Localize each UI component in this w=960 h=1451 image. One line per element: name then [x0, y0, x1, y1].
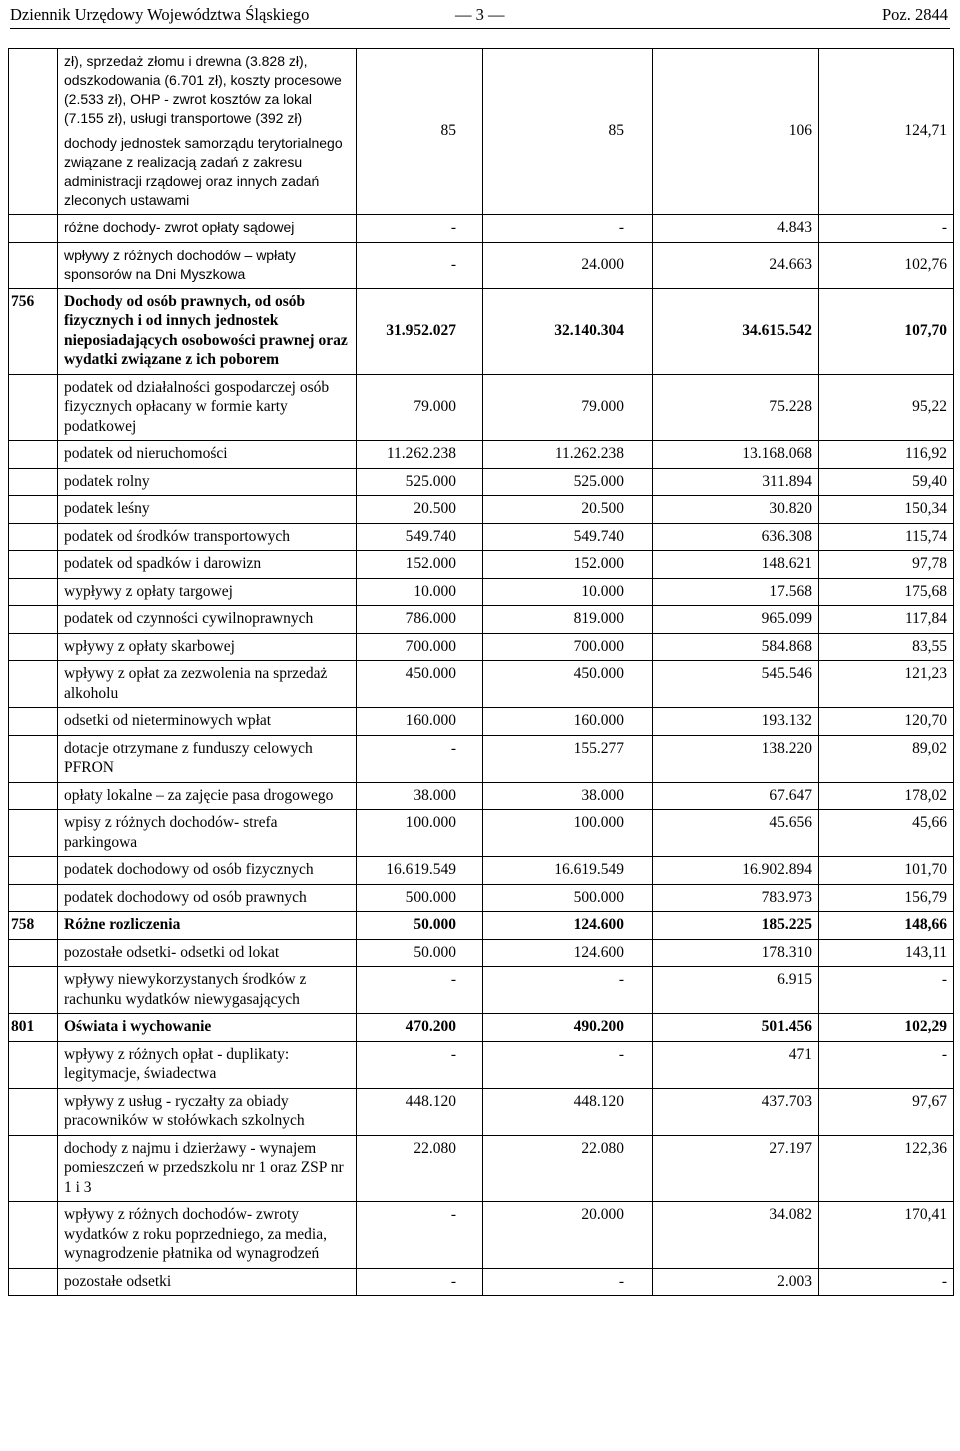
- section-code: [9, 708, 58, 736]
- description-text: odsetki od nieterminowych wpłat: [64, 712, 272, 729]
- row-description: [58, 1014, 357, 1042]
- executed-value: 636.308: [653, 523, 819, 551]
- table-row: [9, 523, 954, 551]
- description-text: Oświata i wychowanie: [64, 1018, 212, 1035]
- revised-value: 16.619.549: [483, 857, 653, 885]
- section-code: [9, 49, 58, 215]
- row-description: [58, 912, 357, 940]
- percent-value: 102,29: [819, 1014, 954, 1042]
- planned-value: -: [357, 735, 483, 782]
- revised-value: 11.262.238: [483, 441, 653, 469]
- executed-value: 45.656: [653, 810, 819, 857]
- percent-value: 45,66: [819, 810, 954, 857]
- description-text: wypływy z opłaty targowej: [64, 582, 233, 600]
- percent-value: 116,92: [819, 441, 954, 469]
- row-description: [58, 633, 357, 661]
- percent-value: 83,55: [819, 633, 954, 661]
- revised-value: 24.000: [483, 242, 653, 288]
- section-code: [9, 578, 58, 606]
- table-row: [9, 215, 954, 243]
- section-row: [9, 288, 954, 374]
- row-description: [58, 551, 357, 579]
- section-code: [9, 374, 58, 441]
- executed-value: 16.902.894: [653, 857, 819, 885]
- executed-value: 783.973: [653, 884, 819, 912]
- row-description: [58, 49, 357, 215]
- description-text: wpływy z opłaty skarbowej: [64, 637, 235, 655]
- row-description: [58, 939, 357, 967]
- planned-value: 22.080: [357, 1135, 483, 1202]
- description-text: podatek od działalności gospodarczej osób fizycznych opłacany w formie karty podatkowej: [64, 378, 330, 435]
- description-text: opłaty lokalne – za zajęcie pasa drogowego: [64, 786, 334, 804]
- revised-value: -: [483, 967, 653, 1014]
- table-row: [9, 857, 954, 885]
- planned-value: -: [357, 1202, 483, 1269]
- executed-value: 106: [653, 49, 819, 215]
- description-text: wpływy z różnych dochodów- zwroty wydatków z roku poprzedniego, za media, wynagrodzenie płatnika od wynagrodzeń: [64, 1206, 327, 1262]
- executed-value: 584.868: [653, 633, 819, 661]
- table-row: [9, 735, 954, 782]
- revised-value: 450.000: [483, 661, 653, 708]
- row-description: [58, 1135, 357, 1202]
- executed-value: 437.703: [653, 1088, 819, 1135]
- executed-value: 34.082: [653, 1202, 819, 1269]
- row-description: [58, 374, 357, 441]
- revised-value: 155.277: [483, 735, 653, 782]
- percent-value: 148,66: [819, 912, 954, 940]
- revised-value: 525.000: [483, 468, 653, 496]
- planned-value: 500.000: [357, 884, 483, 912]
- revised-value: 79.000: [483, 374, 653, 441]
- row-description: [58, 468, 357, 496]
- row-description: [58, 441, 357, 469]
- description-text: podatek dochodowy od osób prawnych: [64, 888, 307, 906]
- table-row: [9, 810, 954, 857]
- budget-table-body: [9, 49, 954, 1296]
- table-row: [9, 1202, 954, 1269]
- section-code: [9, 215, 58, 243]
- description-text: wpływy z usług - ryczałty za obiady pracowników w stołówkach szkolnych: [64, 1092, 305, 1129]
- description-text: Różne rozliczenia: [64, 916, 181, 933]
- section-code: 801: [9, 1014, 58, 1042]
- table-row: [9, 496, 954, 524]
- section-code: [9, 242, 58, 288]
- row-description: [58, 1088, 357, 1135]
- executed-value: 13.168.068: [653, 441, 819, 469]
- publication-title: Dziennik Urzędowy Województwa Śląskiego: [10, 5, 310, 24]
- percent-value: -: [819, 967, 954, 1014]
- table-row: [9, 939, 954, 967]
- section-row: [9, 912, 954, 940]
- executed-value: 501.456: [653, 1014, 819, 1042]
- description-text: zł), sprzedaż złomu i drewna (3.828 zł), odszkodowania (6.701 zł), koszty procesowe (2.533 zł), OHP - zwrot kosztów za lokal (7.155 zł), usługi transportowe (392 zł): [64, 53, 342, 126]
- planned-value: 85: [357, 49, 483, 215]
- section-code: [9, 1202, 58, 1269]
- revised-value: 160.000: [483, 708, 653, 736]
- planned-value: 470.200: [357, 1014, 483, 1042]
- executed-value: 34.615.542: [653, 288, 819, 374]
- row-description: [58, 782, 357, 810]
- table-row: [9, 967, 954, 1014]
- planned-value: 525.000: [357, 468, 483, 496]
- percent-value: 150,34: [819, 496, 954, 524]
- table-row: [9, 374, 954, 441]
- description-text: Dochody od osób prawnych, od osób fizycznych i od innych jednostek nieposiadających osobowości prawnej oraz wydatki związane z ich poborem: [64, 292, 348, 368]
- revised-value: 20.000: [483, 1202, 653, 1269]
- row-description: [58, 496, 357, 524]
- revised-value: 100.000: [483, 810, 653, 857]
- executed-value: 30.820: [653, 496, 819, 524]
- planned-value: 10.000: [357, 578, 483, 606]
- planned-value: 786.000: [357, 606, 483, 634]
- row-description: [58, 242, 357, 288]
- description-text: różne dochody- zwrot opłaty sądowej: [64, 219, 295, 235]
- section-code: [9, 735, 58, 782]
- percent-value: 156,79: [819, 884, 954, 912]
- description-text: podatek dochodowy od osób fizycznych: [64, 861, 314, 878]
- planned-value: -: [357, 215, 483, 243]
- section-code: [9, 468, 58, 496]
- row-description: [58, 884, 357, 912]
- row-description: [58, 661, 357, 708]
- section-code: 756: [9, 288, 58, 374]
- section-code: 758: [9, 912, 58, 940]
- planned-value: 448.120: [357, 1088, 483, 1135]
- revised-value: 448.120: [483, 1088, 653, 1135]
- percent-value: -: [819, 1268, 954, 1296]
- table-row: [9, 49, 954, 215]
- table-row: [9, 606, 954, 634]
- row-description: [58, 1268, 357, 1296]
- revised-value: -: [483, 215, 653, 243]
- section-row: [9, 1014, 954, 1042]
- description-text: wpływy niewykorzystanych środków z rachunku wydatków niewygasających: [64, 971, 307, 1008]
- percent-value: 143,11: [819, 939, 954, 967]
- section-code: [9, 857, 58, 885]
- planned-value: 100.000: [357, 810, 483, 857]
- percent-value: 102,76: [819, 242, 954, 288]
- section-code: [9, 1088, 58, 1135]
- planned-value: 20.500: [357, 496, 483, 524]
- executed-value: 4.843: [653, 215, 819, 243]
- revised-value: 85: [483, 49, 653, 215]
- executed-value: 6.915: [653, 967, 819, 1014]
- planned-value: 700.000: [357, 633, 483, 661]
- row-description: [58, 215, 357, 243]
- planned-value: 450.000: [357, 661, 483, 708]
- revised-value: 32.140.304: [483, 288, 653, 374]
- revised-value: 549.740: [483, 523, 653, 551]
- planned-value: -: [357, 1268, 483, 1296]
- section-code: [9, 1135, 58, 1202]
- planned-value: 16.619.549: [357, 857, 483, 885]
- revised-value: 819.000: [483, 606, 653, 634]
- revised-value: -: [483, 1268, 653, 1296]
- section-code: [9, 551, 58, 579]
- executed-value: 185.225: [653, 912, 819, 940]
- planned-value: 50.000: [357, 939, 483, 967]
- table-row: [9, 468, 954, 496]
- percent-value: 97,67: [819, 1088, 954, 1135]
- description-text: podatek rolny: [64, 472, 150, 490]
- description-text: wpływy z różnych dochodów – wpłaty sponsorów na Dni Myszkowa: [64, 246, 296, 282]
- table-row: [9, 1041, 954, 1088]
- description-text: podatek od spadków i darowizn: [64, 555, 262, 572]
- executed-value: 148.621: [653, 551, 819, 579]
- percent-value: 170,41: [819, 1202, 954, 1269]
- executed-value: 67.647: [653, 782, 819, 810]
- percent-value: -: [819, 1041, 954, 1088]
- planned-value: 11.262.238: [357, 441, 483, 469]
- executed-value: 75.228: [653, 374, 819, 441]
- executed-value: 471: [653, 1041, 819, 1088]
- percent-value: 175,68: [819, 578, 954, 606]
- section-code: [9, 939, 58, 967]
- executed-value: 311.894: [653, 468, 819, 496]
- description-text: podatek od środków transportowych: [64, 527, 290, 545]
- planned-value: 549.740: [357, 523, 483, 551]
- row-description: [58, 810, 357, 857]
- table-row: [9, 633, 954, 661]
- section-code: [9, 606, 58, 634]
- section-code: [9, 523, 58, 551]
- planned-value: -: [357, 967, 483, 1014]
- executed-value: 24.663: [653, 242, 819, 288]
- table-row: [9, 1088, 954, 1135]
- table-row: [9, 578, 954, 606]
- executed-value: 2.003: [653, 1268, 819, 1296]
- percent-value: 97,78: [819, 551, 954, 579]
- section-code: [9, 782, 58, 810]
- section-code: [9, 661, 58, 708]
- percent-value: 122,36: [819, 1135, 954, 1202]
- description-text: wpisy z różnych dochodów- strefa parkingowa: [64, 814, 278, 851]
- revised-value: 490.200: [483, 1014, 653, 1042]
- description-text: pozostałe odsetki: [64, 1272, 172, 1290]
- row-description: [58, 523, 357, 551]
- executed-value: 965.099: [653, 606, 819, 634]
- percent-value: 107,70: [819, 288, 954, 374]
- revised-value: -: [483, 1041, 653, 1088]
- table-row: [9, 551, 954, 579]
- row-description: [58, 857, 357, 885]
- revised-value: 20.500: [483, 496, 653, 524]
- description-text: dochody jednostek samorządu terytorialnego związane z realizacją zadań z zakresu administracji rządowej oraz innych zadań zleconych ustawami: [64, 135, 343, 208]
- revised-value: 124.600: [483, 939, 653, 967]
- executed-value: 545.546: [653, 661, 819, 708]
- description-text: wpływy z opłat za zezwolenia na sprzedaż alkoholu: [64, 665, 328, 702]
- planned-value: 79.000: [357, 374, 483, 441]
- table-row: [9, 782, 954, 810]
- revised-value: 152.000: [483, 551, 653, 579]
- table-row: [9, 661, 954, 708]
- section-code: [9, 1041, 58, 1088]
- revised-value: 22.080: [483, 1135, 653, 1202]
- row-description: [58, 288, 357, 374]
- table-row: [9, 708, 954, 736]
- row-description: [58, 578, 357, 606]
- row-description: [58, 708, 357, 736]
- position-number: Poz. 2844: [882, 5, 948, 24]
- row-description: [58, 735, 357, 782]
- table-row: [9, 1135, 954, 1202]
- revised-value: 700.000: [483, 633, 653, 661]
- description-text: dochody z najmu i dzierżawy - wynajem pomieszczeń w przedszkolu nr 1 oraz ZSP nr 1 i 3: [64, 1139, 344, 1196]
- table-row: [9, 242, 954, 288]
- planned-value: 160.000: [357, 708, 483, 736]
- description-text: wpływy z różnych opłat - duplikaty: legitymacje, świadectwa: [64, 1045, 290, 1082]
- planned-value: -: [357, 1041, 483, 1088]
- percent-value: 59,40: [819, 468, 954, 496]
- executed-value: 138.220: [653, 735, 819, 782]
- section-code: [9, 884, 58, 912]
- revised-value: 500.000: [483, 884, 653, 912]
- planned-value: 50.000: [357, 912, 483, 940]
- percent-value: 117,84: [819, 606, 954, 634]
- description-text: pozostałe odsetki- odsetki od lokat: [64, 943, 280, 961]
- percent-value: 121,23: [819, 661, 954, 708]
- executed-value: 17.568: [653, 578, 819, 606]
- section-code: [9, 496, 58, 524]
- row-description: [58, 1202, 357, 1269]
- planned-value: 31.952.027: [357, 288, 483, 374]
- description-text: podatek leśny: [64, 500, 150, 517]
- row-description: [58, 606, 357, 634]
- section-code: [9, 441, 58, 469]
- percent-value: 101,70: [819, 857, 954, 885]
- page-header: [10, 2, 950, 29]
- executed-value: 27.197: [653, 1135, 819, 1202]
- planned-value: -: [357, 242, 483, 288]
- section-code: [9, 633, 58, 661]
- revised-value: 10.000: [483, 578, 653, 606]
- table-row: [9, 884, 954, 912]
- percent-value: 115,74: [819, 523, 954, 551]
- revised-value: 124.600: [483, 912, 653, 940]
- description-text: podatek od nieruchomości: [64, 445, 228, 462]
- planned-value: 152.000: [357, 551, 483, 579]
- description-text: podatek od czynności cywilnoprawnych: [64, 610, 314, 627]
- table-row: [9, 441, 954, 469]
- description-text: dotacje otrzymane z funduszy celowych PFRON: [64, 739, 313, 776]
- section-code: [9, 810, 58, 857]
- planned-value: 38.000: [357, 782, 483, 810]
- section-code: [9, 967, 58, 1014]
- executed-value: 193.132: [653, 708, 819, 736]
- revised-value: 38.000: [483, 782, 653, 810]
- table-row: [9, 1268, 954, 1296]
- budget-table: [8, 48, 954, 1296]
- row-description: [58, 967, 357, 1014]
- percent-value: 95,22: [819, 374, 954, 441]
- section-code: [9, 1268, 58, 1296]
- percent-value: 89,02: [819, 735, 954, 782]
- percent-value: 124,71: [819, 49, 954, 215]
- percent-value: -: [819, 215, 954, 243]
- percent-value: 178,02: [819, 782, 954, 810]
- page-number: — 3 —: [455, 5, 505, 24]
- row-description: [58, 1041, 357, 1088]
- percent-value: 120,70: [819, 708, 954, 736]
- executed-value: 178.310: [653, 939, 819, 967]
